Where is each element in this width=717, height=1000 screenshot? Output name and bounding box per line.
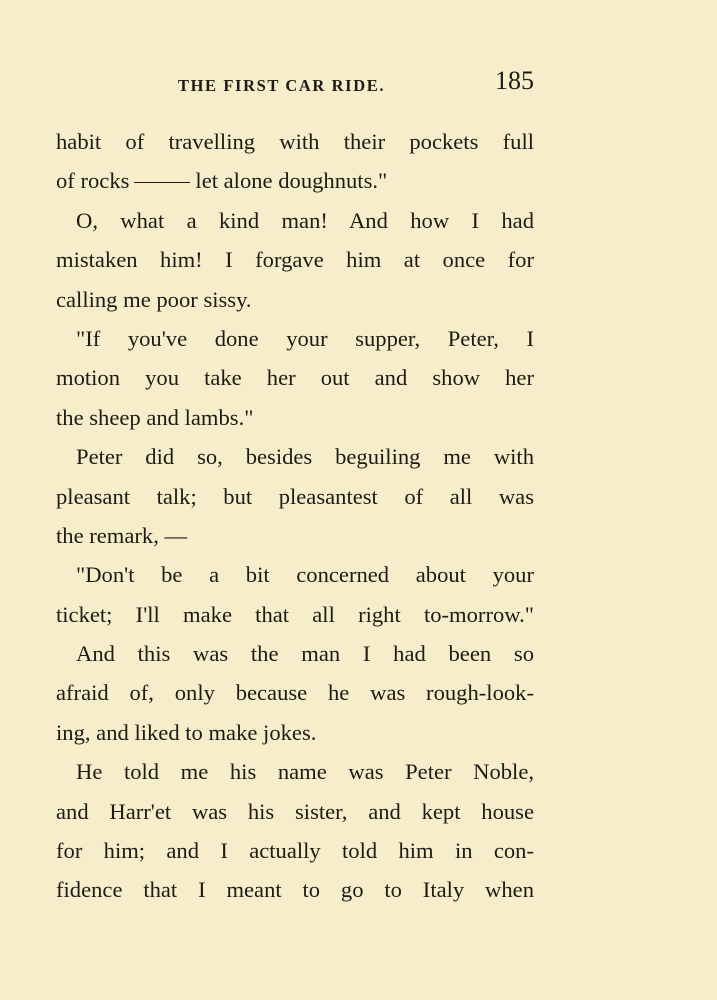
text-line: ing, and liked to make jokes. (56, 719, 317, 745)
running-head (56, 66, 534, 102)
text-line: the remark, — (56, 522, 188, 548)
body-text (56, 122, 534, 910)
text-line: calling me poor sissy. (56, 286, 252, 312)
text-fragment: let alone doughnuts." (195, 168, 388, 194)
running-title: THE FIRST CAR RIDE. (178, 76, 386, 95)
text-line: He told me his name was Peter Noble, (76, 759, 534, 785)
em-dash-rule (134, 182, 190, 183)
text-line: and Harr'et was his sister, and kept house (56, 798, 534, 824)
text-fragment: of rocks (56, 168, 130, 194)
text-line: fidence that I meant to go to Italy when (56, 877, 534, 903)
text-line: for him; and I actually told him in con- (56, 838, 534, 864)
text-line: ticket; I'll make that all right to-morrow." (56, 601, 534, 627)
page-number: 185 (495, 66, 534, 95)
text-line: habit of travelling with their pockets full (56, 129, 534, 154)
text-line: "If you've done your supper, Peter, I (76, 325, 534, 351)
text-line: pleasant talk; but pleasantest of all was (56, 483, 534, 509)
text-line: O, what a kind man! And how I had (76, 207, 534, 233)
text-line: And this was the man I had been so (76, 641, 534, 667)
text-line: afraid of, only because he was rough-look- (56, 680, 534, 706)
text-line: the sheep and lambs." (56, 404, 254, 430)
text-line (56, 161, 534, 200)
text-line: motion you take her out and show her (56, 365, 534, 391)
text-line: mistaken him! I forgave him at once for (56, 247, 534, 273)
text-line: "Don't be a bit concerned about your (76, 562, 534, 588)
text-line: Peter did so, besides beguiling me with (76, 444, 534, 470)
